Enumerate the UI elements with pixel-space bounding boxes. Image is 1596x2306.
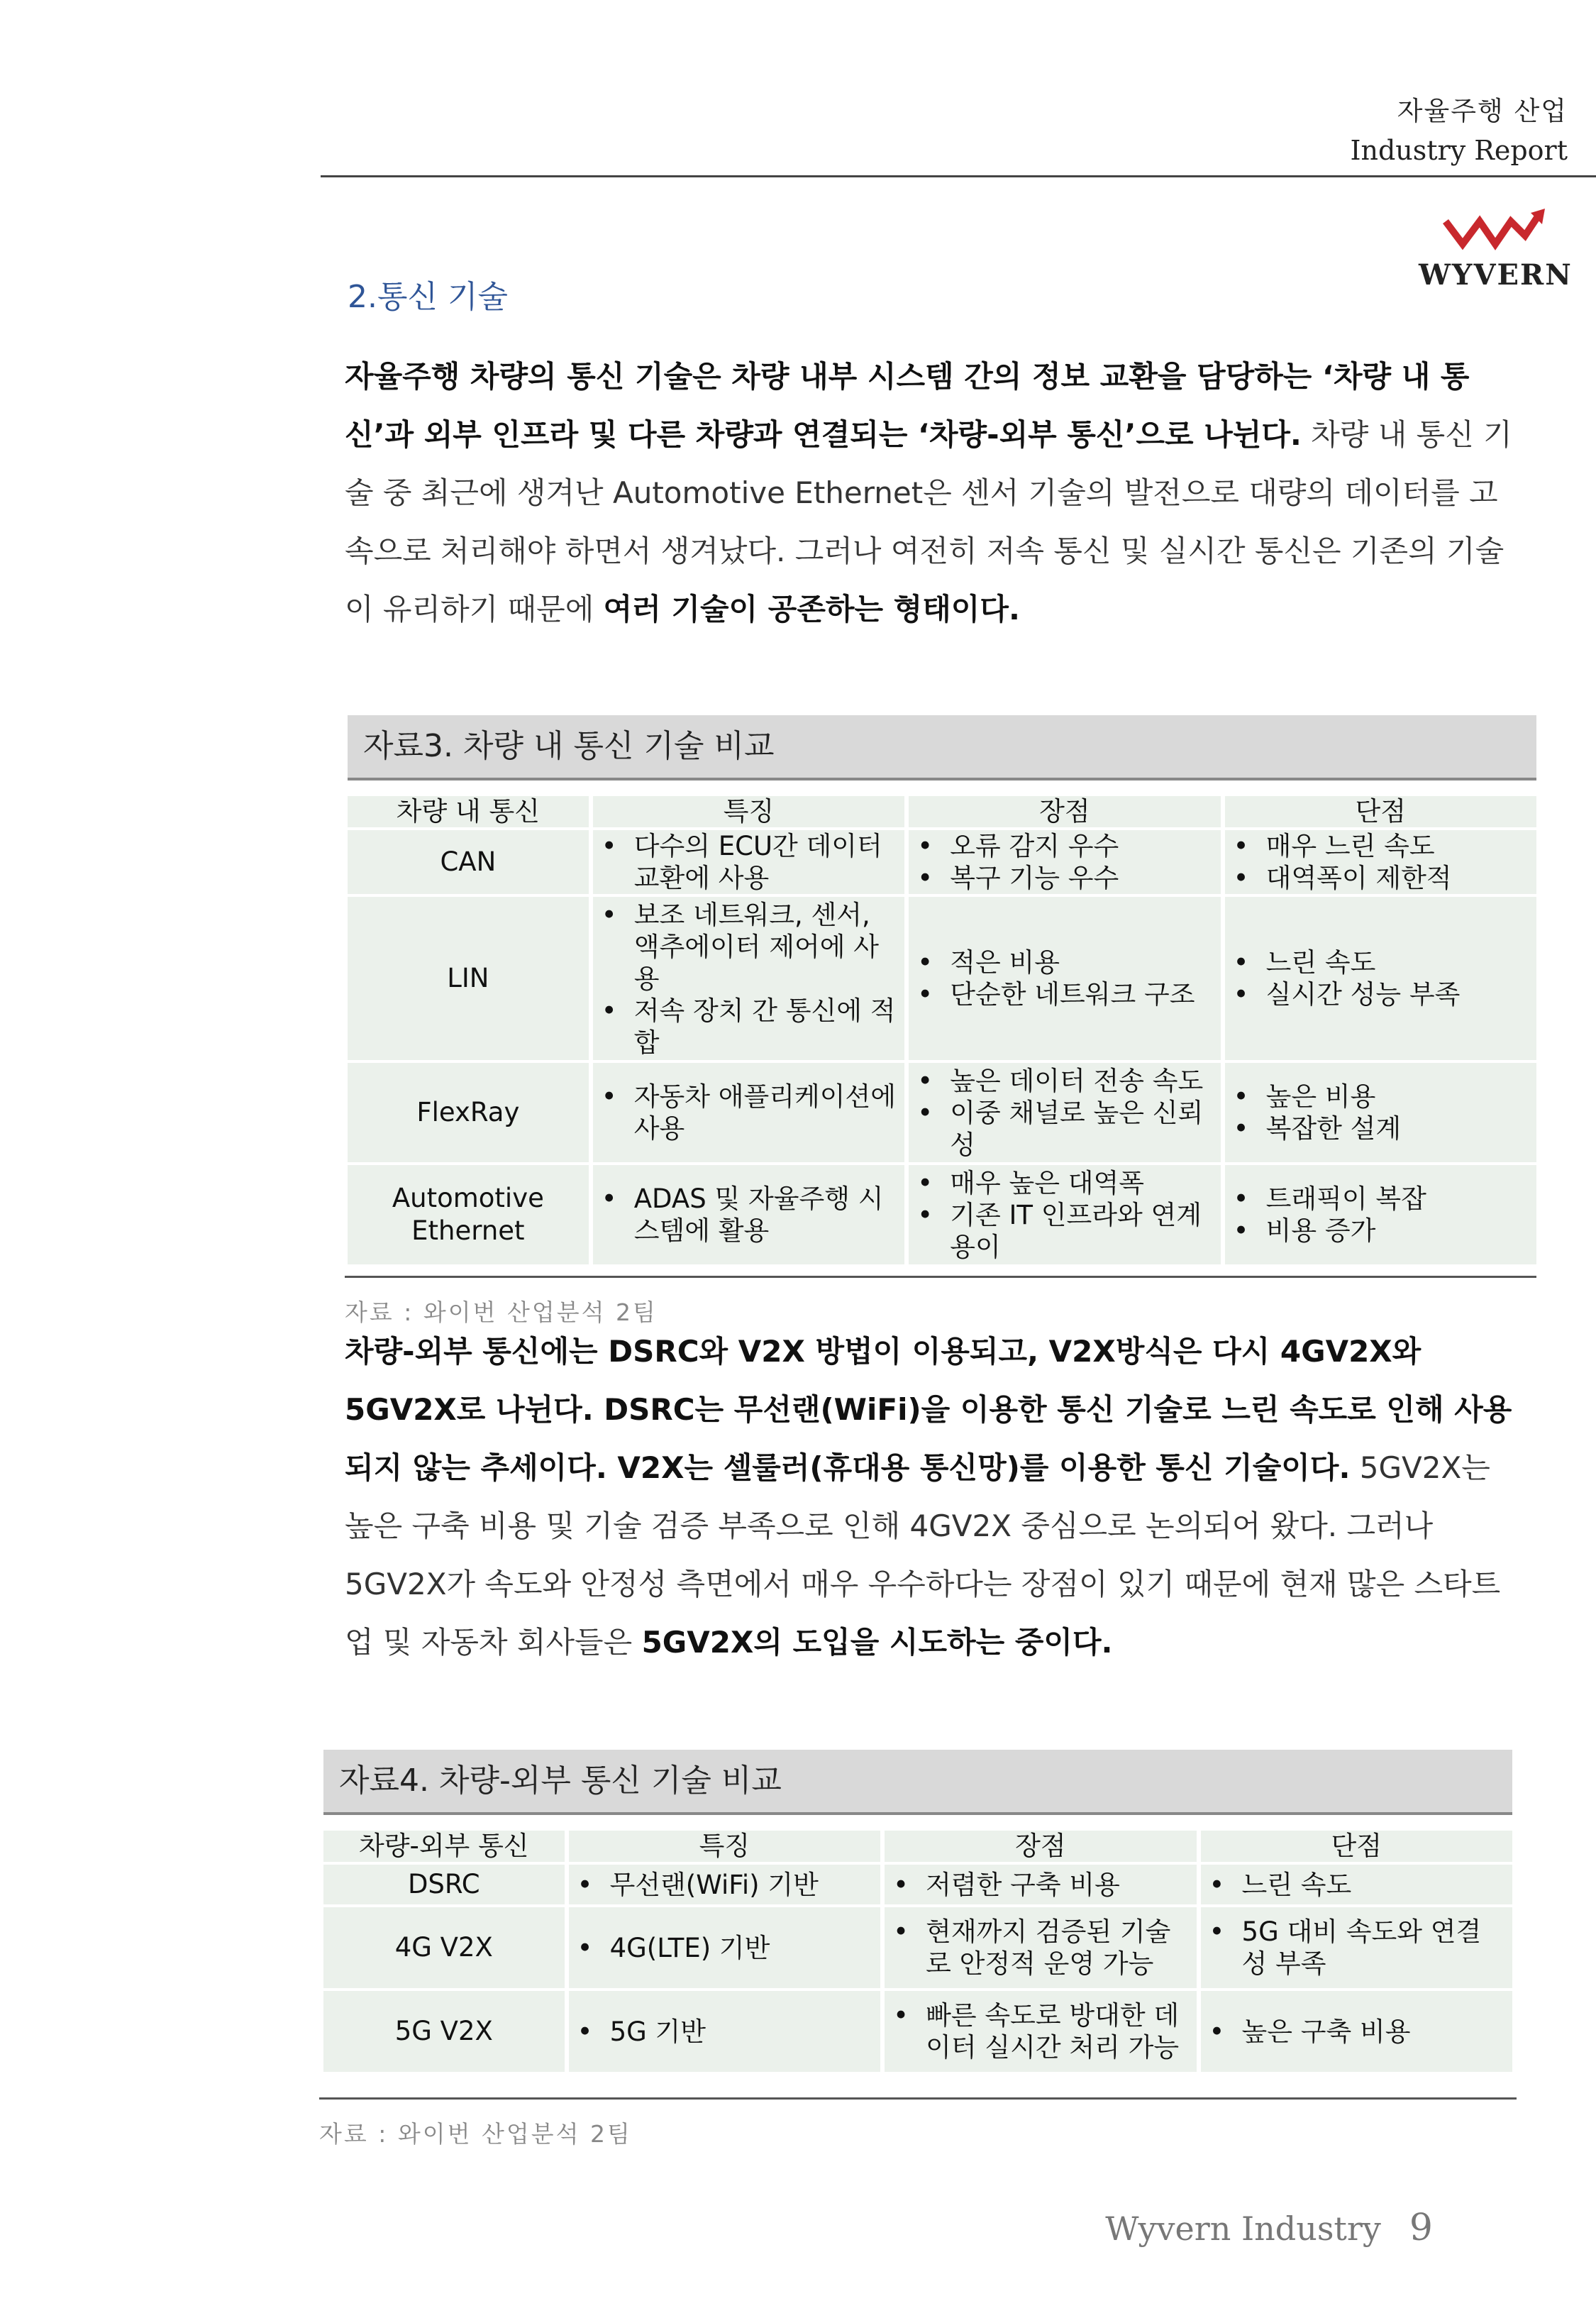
company-logo: [1419, 207, 1573, 292]
list-item: • 비용 증가: [1225, 1215, 1529, 1247]
list-item: • 트래픽이 복잡: [1225, 1183, 1529, 1215]
features-cell: [569, 1865, 881, 1904]
table-header-row: [348, 796, 1536, 827]
list-item: • 복구 기능 우수: [909, 862, 1213, 894]
list-item: • 느린 속도: [1225, 947, 1529, 978]
row-name: 5G V2X: [323, 1991, 565, 2072]
row-name: DSRC: [323, 1865, 565, 1904]
pros-cell: [909, 897, 1220, 1060]
pros-cell: [885, 1991, 1196, 2072]
list-item: • 높은 데이터 전송 속도: [909, 1065, 1213, 1097]
list-item: • 보조 네트워크, 센서, 액추에이터 제어에 사용: [593, 899, 897, 995]
logo-text: WYVERN: [1419, 258, 1573, 292]
table-row: [323, 1991, 1512, 2072]
row-name: FlexRay: [348, 1063, 589, 1162]
table-bottom-rule: [345, 1276, 1536, 1278]
cons-cell: [1201, 1991, 1512, 2072]
pros-cell: [909, 830, 1220, 894]
table-source-note: 자료 : 와이번 산업분석 2팀: [345, 1298, 658, 1326]
external-comparison-table: [319, 1828, 1517, 2075]
table-caption-external: 자료4. 차량-외부 통신 기술 비교: [323, 1750, 1512, 1815]
page-footer: [1105, 2207, 1433, 2249]
column-header: 특징: [569, 1831, 881, 1862]
list-item: • 자동차 애플리케이션에 사용: [593, 1081, 897, 1144]
list-item: • 4G(LTE) 기반: [569, 1932, 874, 1964]
row-name: 4G V2X: [323, 1907, 565, 1988]
page-number: 9: [1409, 2207, 1433, 2249]
list-item: • 대역폭이 제한적: [1225, 862, 1529, 894]
list-item: • 매우 느린 속도: [1225, 830, 1529, 862]
list-item: • 높은 구축 비용: [1201, 2016, 1505, 2048]
paragraph-bold-text: 여러 기술이 공존하는 형태이다.: [603, 592, 1020, 627]
list-item: • 복잡한 설계: [1225, 1113, 1529, 1144]
paragraph-in-vehicle-intro: [345, 348, 1522, 639]
table-caption-in-vehicle: 자료3. 차량 내 통신 기술 비교: [348, 715, 1536, 780]
list-item: • 매우 높은 대역폭: [909, 1167, 1213, 1199]
paragraph-bold-text: 5GV2X의 도입을 시도하는 중이다.: [641, 1625, 1113, 1660]
column-header: 단점: [1225, 796, 1536, 827]
features-cell: [569, 1907, 881, 1988]
cons-cell: [1201, 1907, 1512, 1988]
list-item: • 단순한 네트워크 구조: [909, 978, 1213, 1010]
list-item: • 무선랜(WiFi) 기반: [569, 1869, 874, 1901]
table-row: [323, 1907, 1512, 1988]
list-item: • 실시간 성능 부족: [1225, 978, 1529, 1010]
section-title: 2.통신 기술: [348, 279, 508, 315]
header-subtitle: Industry Report: [1350, 135, 1568, 166]
row-name: Automotive Ethernet: [348, 1165, 589, 1264]
table-bottom-rule: [319, 2097, 1517, 2100]
header-divider: [321, 175, 1596, 177]
paragraph-text: 5GV2X는 높은 구축 비용 및 기술 검증 부족으로 인해 4GV2X 중심으로 논의되어 왔다. 그러나 5GV2X가 속도와 안정성 측면에서 매우 우수하다는 장점이 있기 때문에 현재 많은 스타트업 및 자동차 회사들은: [345, 1450, 1501, 1660]
pros-cell: [885, 1865, 1196, 1904]
in-vehicle-comparison-table: [343, 793, 1541, 1267]
column-header: 차량 내 통신: [348, 796, 589, 827]
list-item: • 오류 감지 우수: [909, 830, 1213, 862]
cons-cell: [1225, 830, 1536, 894]
paragraph-bold-text: 차량-외부 통신에는 DSRC와 V2X 방법이 이용되고, V2X방식은 다시 4GV2X와 5GV2X로 나뉜다. DSRC는 무선랜(WiFi)을 이용한 통신 기술로 느린 속도로 인해 사용되지 않는 추세이다. V2X는 셀룰러(휴대용 통신망)를 이용한 통신 기술이다.: [345, 1334, 1512, 1485]
table-row: [348, 897, 1536, 1060]
list-item: • ADAS 및 자율주행 시스템에 활용: [593, 1183, 897, 1247]
pros-cell: [909, 1165, 1220, 1264]
list-item: • 높은 비용: [1225, 1081, 1529, 1113]
features-cell: [569, 1991, 881, 2072]
list-item: • 저렴한 구축 비용: [885, 1869, 1189, 1901]
header-title: 자율주행 산업: [1397, 96, 1568, 126]
pros-cell: [909, 1063, 1220, 1162]
paragraph-text: 차량 내 통신 기술 중 최근에 생겨난 Automotive Ethernet은 센서 기술의 발전으로 대량의 데이터를 고속으로 처리해야 하면서 생겨났다. 그러나 여전히 저속 통신 및 실시간 통신은 기존의 기술이 유리하기 때문에: [345, 417, 1512, 627]
features-cell: [593, 830, 904, 894]
cons-cell: [1201, 1865, 1512, 1904]
table-source-note: 자료 : 와이번 산업분석 2팀: [319, 2120, 632, 2148]
column-header: 장점: [909, 796, 1220, 827]
paragraph-external-intro: [345, 1323, 1522, 1672]
list-item: • 빠른 속도로 방대한 데이터 실시간 처리 가능: [885, 1999, 1189, 2063]
table-row: [323, 1865, 1512, 1904]
column-header: 장점: [885, 1831, 1196, 1862]
table-row: [348, 830, 1536, 894]
list-item: • 현재까지 검증된 기술로 안정적 운영 가능: [885, 1916, 1189, 1980]
features-cell: [593, 1063, 904, 1162]
pros-cell: [885, 1907, 1196, 1988]
cons-cell: [1225, 1063, 1536, 1162]
column-header: 특징: [593, 796, 904, 827]
table-row: [348, 1063, 1536, 1162]
column-header: 단점: [1201, 1831, 1512, 1862]
footer-brand: Wyvern Industry: [1105, 2210, 1381, 2248]
table-row: [348, 1165, 1536, 1264]
list-item: • 다수의 ECU간 데이터 교환에 사용: [593, 830, 897, 894]
report-header: [1350, 91, 1568, 169]
list-item: • 저속 장치 간 통신에 적합: [593, 995, 897, 1059]
features-cell: [593, 897, 904, 1060]
list-item: • 적은 비용: [909, 947, 1213, 978]
cons-cell: [1225, 1165, 1536, 1264]
list-item: • 이중 채널로 높은 신뢰성: [909, 1097, 1213, 1161]
features-cell: [593, 1165, 904, 1264]
list-item: • 기존 IT 인프라와 연계 용이: [909, 1199, 1213, 1263]
cons-cell: [1225, 897, 1536, 1060]
paragraph-bold-text: 자율주행 차량의 통신 기술은 차량 내부 시스템 간의 정보 교환을 담당하는 ‘차량 내 통신’과 외부 인프라 및 다른 차량과 연결되는 ‘차량-외부 통신’으로 나뉜다.: [345, 359, 1470, 452]
wyvern-logo-icon: [1440, 207, 1546, 257]
list-item: • 5G 대비 속도와 연결성 부족: [1201, 1916, 1505, 1980]
list-item: • 5G 기반: [569, 2016, 874, 2048]
column-header: 차량-외부 통신: [323, 1831, 565, 1862]
row-name: LIN: [348, 897, 589, 1060]
list-item: • 느린 속도: [1201, 1869, 1505, 1901]
table-header-row: [323, 1831, 1512, 1862]
row-name: CAN: [348, 830, 589, 894]
